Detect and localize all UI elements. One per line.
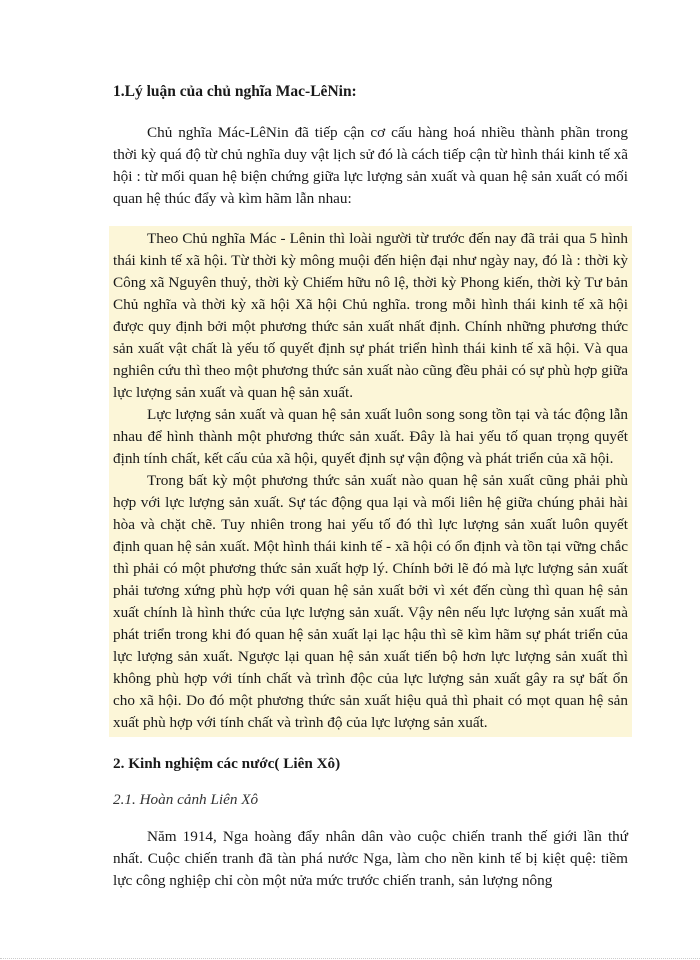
- page-bottom-divider: [0, 958, 700, 959]
- highlighted-paragraph-3: Trong bất kỳ một phương thức sản xuất nào quan hệ sản xuất cũng phải phù hợp với lực lượng sản xuất. Sự tác động qua lại và mối liên hệ giữa chúng phải hài hòa và chặt chẽ. Tuy nhiên trong hai yếu tố đó thì lực lượng sản xuất luôn quyết định quan hệ sản xuất. Một hình thái kinh tế - xã hội có ổn định và tồn tại vững chắc thì phải có một phương thức sản xuất hợp lý. Chính bởi lẽ đó mà lực lượng sản xuất phải tương xứng phù hợp với quan hệ sản xuất bởi vì xét đến cùng thì quan hệ sản xuất chính là hình thức của lực lượng sản xuất. Vậy nên nếu lực lượng sản xuất mà phát triển trong khi đó quan hệ sản xuất lại lạc hậu thì sẽ kìm hãm sự phát triển của lực lượng sản xuất. Ngược lại quan hệ sản xuất tiến bộ hơn lực lượng sản xuất thì không phù hợp với tính chất và trình độc của lực lượng sản xuất gây ra sự bất ổn cho xã hội. Do đó một phương thức sản xuất hiệu quả thì phait có mọt quan hệ sản xuất phù hợp với tính chất và trình độ của lực lượng sản xuất.: [113, 472, 628, 731]
- section-2-heading: 2. Kinh nghiệm các nước( Liên Xô): [113, 755, 341, 772]
- section-2-1-subheading: 2.1. Hoàn cảnh Liên Xô: [113, 791, 259, 808]
- section-2-1-paragraph: Năm 1914, Nga hoàng đẩy nhân dân vào cuộc chiến tranh thế giới lần thứ nhất. Cuộc chiến tranh đã tàn phá nước Nga, làm cho nền kinh tế bị kiệt quệ: tiềm lực công nghiệp chỉ còn một nửa mức trước chiến tranh, sản lượng nông: [113, 828, 628, 889]
- intro-paragraph: Chủ nghĩa Mác-LêNin đã tiếp cận cơ cấu hàng hoá nhiều thành phần trong thời kỳ quá độ từ chủ nghĩa duy vật lịch sử đó là cách tiếp cận từ hình thái kinh tế xã hội : từ mối quan hệ biện chứng giữa lực lượng sản xuất và quan hệ sản xuất có mối quan hệ thúc đẩy và kìm hãm lẫn nhau:: [113, 124, 628, 207]
- highlighted-paragraph-2: Lực lượng sản xuất và quan hệ sản xuất luôn song song tồn tại và tác động lẫn nhau để hình thành một phương thức sản xuất. Đây là hai yếu tố quan trọng quyết định tính chất, kết cấu của xã hội, quyết định sự vận động và phát triển của xã hội.: [113, 406, 628, 467]
- highlighted-block: [109, 226, 632, 737]
- section-1-heading: 1.Lý luận của chủ nghĩa Mac-LêNin:: [113, 83, 357, 100]
- highlighted-paragraph-1: Theo Chủ nghĩa Mác - Lênin thì loài người từ trước đến nay đã trải qua 5 hình thái kinh tế xã hội. Từ thời kỳ mông muội đến hiện đại như ngày nay, đó là : thời kỳ Công xã Nguyên thuỷ, thời kỳ Chiếm hữu nô lệ, thời kỳ Phong kiến, thời kỳ Tư bản Chủ nghĩa và thời kỳ xã hội Xã hội Chủ nghĩa. trong mỗi hình thái kinh tế xã hội được quy định bởi một phương thức sản xuất nhất định. Chính những phương thức sản xuất vật chất là yếu tố quyết định sự phát triển hình thái kinh tế xã hội. Và qua nghiên cứu thì theo một phương thức sản xuất nào cũng đều phải có sự phù hợp giữa lực lượng sản xuất và quan hệ sản xuất.: [113, 230, 628, 401]
- paragraph-gap: [113, 210, 628, 226]
- document-content: [113, 82, 628, 892]
